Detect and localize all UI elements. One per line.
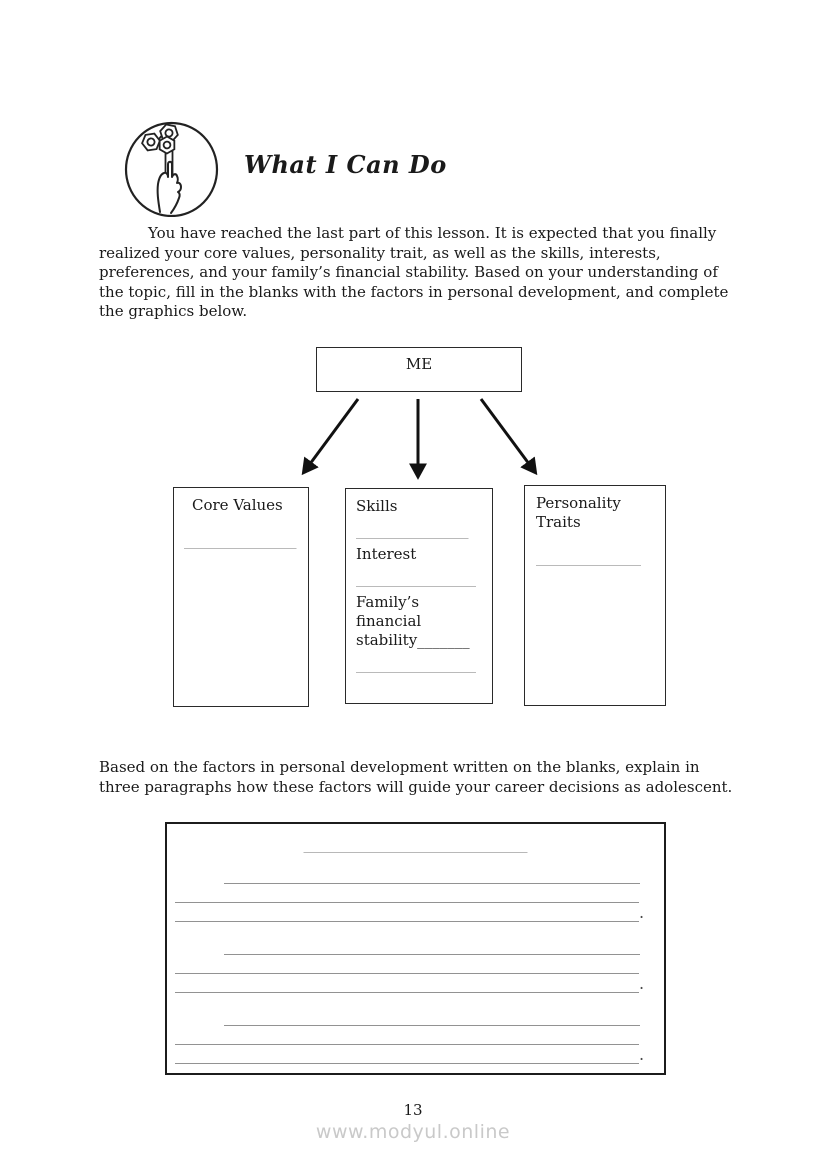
intro-paragraph — [99, 224, 759, 322]
intro-line: the graphics below. — [99, 302, 248, 321]
family-financial-stability-label: Family’s financial stability_______ — [356, 593, 470, 649]
essay-line: ____________________________________________________ — [224, 936, 640, 955]
prompt-line: Based on the factors in personal development written on the blanks, explain in — [99, 758, 700, 776]
prompt-paragraph — [99, 758, 779, 797]
family-financial-stability-blank: ________________ — [356, 655, 476, 673]
skills-label: Skills — [356, 497, 398, 515]
intro-line: You have reached the last part of this lesson. It is expected that you finally — [148, 224, 717, 242]
skills-box — [345, 488, 493, 704]
interest-blank: ________________ — [356, 569, 476, 587]
skills-blank: _______________ — [356, 521, 469, 539]
arrow-right-icon — [481, 399, 535, 472]
essay-box — [165, 822, 666, 1075]
intro-line: realized your core values, personality trait, as well as the skills, interests, — [99, 243, 661, 262]
personality-traits-box — [524, 485, 666, 706]
arrow-left-icon — [304, 399, 358, 472]
diagram-arrows — [285, 394, 555, 486]
essay-line: __________________________________________________________ — [175, 1026, 639, 1045]
essay-line: __________________________________________________________ — [175, 884, 639, 903]
essay-line: __________________________________________________________. — [175, 1045, 645, 1064]
essay-title-blank: ____________________________ — [303, 834, 528, 853]
essay-line: __________________________________________________________ — [175, 955, 639, 974]
hand-wrench-icon — [124, 120, 219, 217]
page-number: 13 — [403, 1101, 423, 1119]
essay-line: ____________________________________________________ — [224, 865, 640, 884]
essay-line: ____________________________________________________ — [224, 1007, 640, 1026]
intro-line: preferences, and your family’s financial stability. Based on your understanding of — [99, 263, 718, 282]
essay-line: __________________________________________________________. — [175, 974, 645, 993]
watermark: www.modyul.online — [315, 1121, 511, 1143]
me-label: ME — [405, 355, 433, 373]
personality-traits-label: Personality Traits — [536, 494, 621, 531]
core-values-box — [173, 487, 309, 707]
page-title: What I Can Do — [244, 150, 447, 179]
interest-label: Interest — [356, 545, 417, 563]
core-values-label: Core Values — [192, 496, 283, 514]
personality-traits-blank: ______________ — [536, 548, 641, 566]
essay-line: __________________________________________________________. — [175, 903, 645, 922]
prompt-line: three paragraphs how these factors will guide your career decisions as adolescent. — [99, 777, 733, 796]
me-box — [316, 347, 522, 392]
core-values-blank: _______________ — [184, 531, 297, 549]
intro-line: the topic, fill in the blanks with the factors in personal development, and complete — [99, 282, 729, 301]
